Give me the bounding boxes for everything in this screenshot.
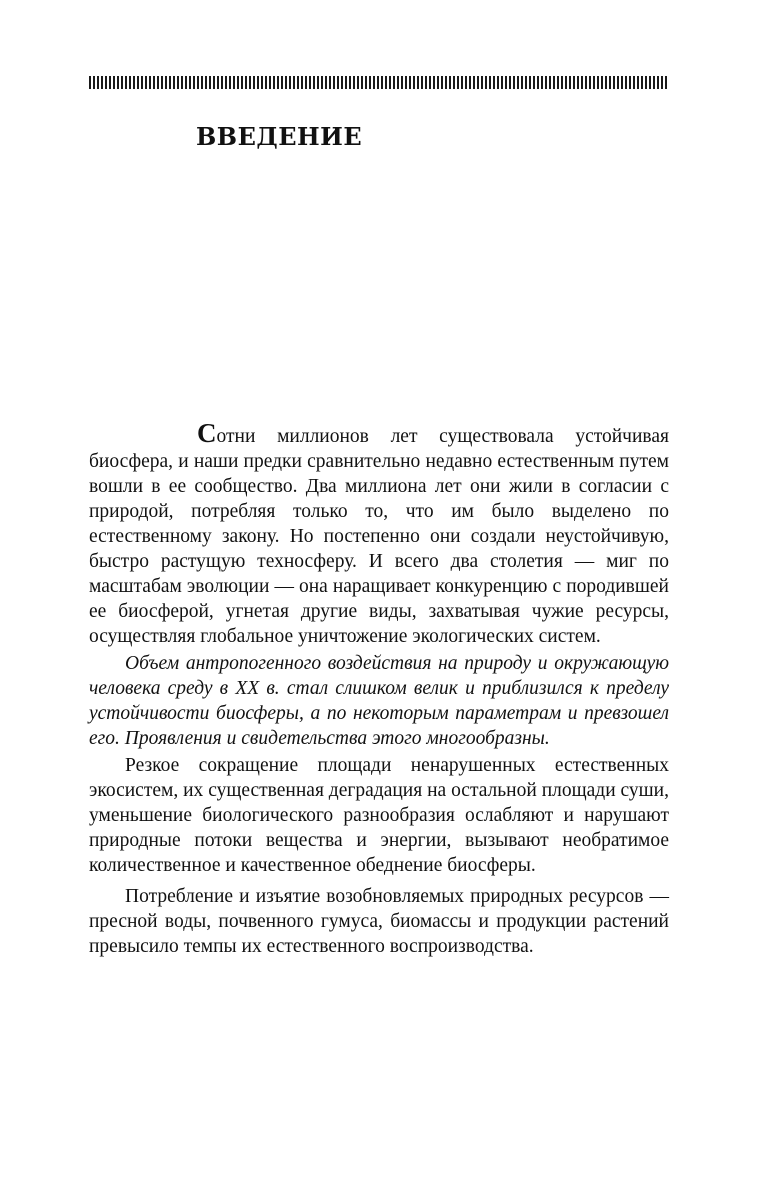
header-rule [89,76,669,89]
paragraph-2-italic: Объем антропогенного воздействия на природу и окружающую человека среду в XX в. стал слишком велик и приблизился к пределу устойчивости биосферы, а по некоторым параметрам и превзошел его. Проявления и свидетельства этого многообразны. [89,653,669,749]
paragraph-1 [89,418,669,649]
paragraph-4: Потребление и изъятие возобновляемых природных ресурсов — пресной воды, почвенного гумуса, биомассы и продукции растений превысило темпы их естественного воспроизводства. [89,886,669,957]
paragraph-3: Резкое сокращение площади ненарушенных естественных экосистем, их существенная деградация на остальной площади суши, уменьшение биологического разнообразия ослабляют и нарушают природные потоки вещества и энергии, вызывают необратимое количественное и качественное обеднение биосферы. [89,755,669,876]
drop-cap: С [197,418,217,448]
body-text [89,418,669,959]
paragraph-1-text: отни миллионов лет существовала устойчивая биосфера, и наши предки сравнительно недавно естественным путем вошли в ее сообщество. Два миллиона лет они жили в согласии с природой, потребляя только то, что им было выделено по естественному закону. Но постепенно они создали неустойчивую, быстро растущую техносферу. И всего два столетия — миг по масштабам эволюции — она наращивает конкуренцию с породившей ее биосферой, угнетая другие виды, захватывая чужие ресурсы, осуществляя глобальное уничтожение экологических систем. [89,426,669,647]
chapter-title: ВВЕДЕНИЕ [196,122,363,151]
